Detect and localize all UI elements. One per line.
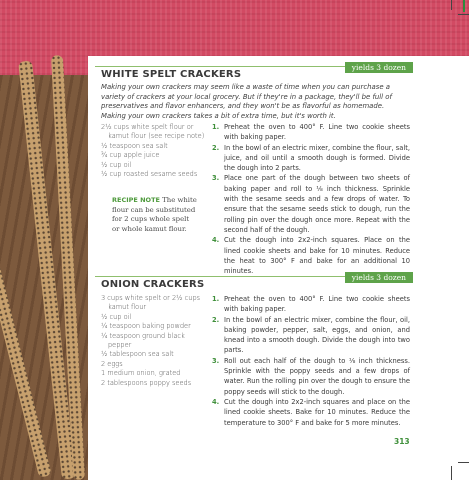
step-list-2 xyxy=(212,294,410,428)
crop-mark-top xyxy=(451,0,452,10)
step-text: In the bowl of an electric mixer, combine the flour, oil, baking powder, pepper, salt, eggs, and onion, and knead into a smooth dough. Divide the dough into two parts. xyxy=(224,315,410,355)
step-text: Place one part of the dough between two sheets of baking paper and roll to ⅛ inch thickness. Sprinkle with the sesame seeds and a few drops of water. To ensure that the sesame seeds stick to dough, run the rolling pin over the dough once more. Repeat with the second half of the dough. xyxy=(224,174,410,234)
recipe-intro: Making your own crackers may seem like a waste of time when you can purchase a variety of crackers at your local grocery. But if they're in a package, they'll be full of preservatives and flavor enhancers, and they won't be as flavorful as homemade. Making your own crackers takes a bit of extra time, but it's worth it. xyxy=(101,83,392,120)
recipe-title-1: WHITE SPELT CRACKERS xyxy=(101,69,242,80)
recipe-note-label: RECIPE NOTE xyxy=(112,196,160,204)
step-item xyxy=(212,173,410,235)
ingredient-item: 2 tablespoons poppy seeds xyxy=(101,378,192,387)
color-bar-mark xyxy=(463,0,465,12)
ingredient-item: ½ cup oil xyxy=(101,312,132,321)
step-text: Cut the dough into 2x2-inch squares. Place on the lined cookie sheets and bake for 10 minutes. Reduce the heat to 300° F and bake for an additional 10 minutes. xyxy=(224,236,410,276)
ingredient-item: ½ tablespoon sea salt xyxy=(101,350,174,359)
step-text: Cut the dough into 2x2-inch squares and place on the lined cookie sheets. Bake for 10 minutes. Reduce the temperature to 300° F and bake for 5 more minutes. xyxy=(224,397,410,427)
crop-mark-right-top xyxy=(458,14,469,15)
step-text: In the bowl of an electric mixer, combine the flour, salt, juice, and oil until a smooth dough is formed. Divide the dough into 2 parts. xyxy=(224,143,410,173)
ingredient-item: 1 medium onion, grated xyxy=(101,369,181,378)
ingredient-item: ¾ cup apple juice xyxy=(101,151,160,160)
step-list-1 xyxy=(212,122,410,276)
step-item xyxy=(212,356,410,397)
recipe-note-text: The white flour can be substituted for 2 cups whole spelt or whole kamut flour. xyxy=(112,196,197,233)
ingredient-item: 2½ cups white spelt flour or kamut flour (see recipe note) xyxy=(101,123,205,141)
crop-mark-right-bottom xyxy=(458,462,469,463)
page-number: 313 xyxy=(394,437,410,446)
step-text: Preheat the oven to 400° F. Line two cookie sheets with baking paper. xyxy=(224,295,410,314)
step-item xyxy=(212,294,410,315)
step-text: Preheat the oven to 400° F. Line two cookie sheets with baking paper. xyxy=(224,123,410,142)
recipe-title-2: ONION CRACKERS xyxy=(101,279,205,290)
step-number: 4. xyxy=(212,236,220,245)
ingredient-list-1 xyxy=(101,123,205,179)
ingredient-item: 3 cups white spelt or 2½ cups kamut flour xyxy=(101,294,201,312)
ingredient-item: ½ teaspoon sea salt xyxy=(101,141,168,150)
text-panel-right xyxy=(423,56,469,259)
ingredient-item: 2 eggs xyxy=(101,359,123,368)
step-item xyxy=(212,315,410,356)
step-item xyxy=(212,235,410,276)
ingredient-item: ¼ teaspoon ground black pepper xyxy=(101,331,185,350)
step-item xyxy=(212,122,410,143)
recipe-note xyxy=(112,196,198,234)
step-number: 4. xyxy=(212,397,220,406)
ingredient-item: ¼ teaspoon baking powder xyxy=(101,322,191,331)
step-item xyxy=(212,397,410,428)
yields-badge-1: yields 3 dozen xyxy=(345,62,413,73)
step-number: 1. xyxy=(212,295,220,303)
step-number: 2. xyxy=(212,315,220,324)
crop-mark-bottom xyxy=(451,466,452,480)
ingredient-item: ½ cup roasted sesame seeds xyxy=(101,170,198,179)
step-number: 2. xyxy=(212,143,220,152)
step-item xyxy=(212,143,410,174)
yields-badge-2: yields 3 dozen xyxy=(345,272,413,283)
ingredient-item: ½ cup oil xyxy=(101,160,132,169)
step-number: 3. xyxy=(212,356,220,365)
step-text: Roll out each half of the dough to ⅛ inch thickness. Sprinkle with the poppy seeds and a few drops of water. Run the rolling pin over the dough to ensure the poppy seeds will stick to the dough. xyxy=(224,356,410,396)
ingredient-list-2 xyxy=(101,294,205,388)
step-number: 3. xyxy=(212,174,220,183)
step-number: 1. xyxy=(212,123,220,131)
